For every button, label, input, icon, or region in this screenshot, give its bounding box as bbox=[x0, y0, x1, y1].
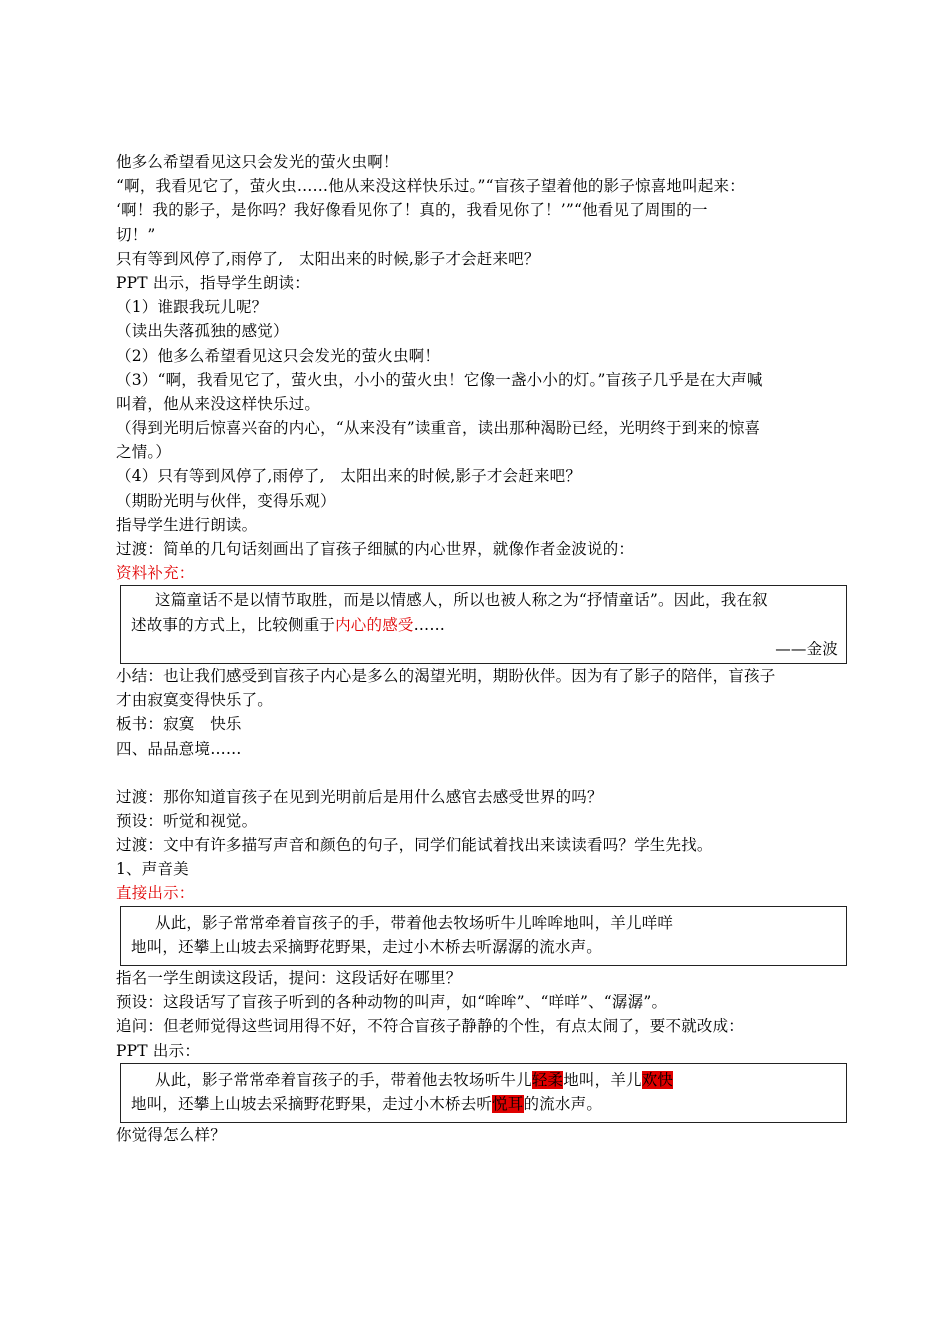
text-line: PPT 出示，指导学生朗读： bbox=[116, 273, 310, 292]
passage-text: 地叫，羊儿 bbox=[563, 1070, 642, 1089]
text-line: 你觉得怎么样？ bbox=[116, 1126, 226, 1145]
quote-line bbox=[121, 613, 846, 637]
passage-line bbox=[121, 1068, 846, 1092]
text-line: （读出失落孤独的感觉） bbox=[116, 322, 289, 341]
quote-text: 述故事的方式上，比较侧重于 bbox=[131, 615, 336, 634]
direct-show-label: 直接出示： bbox=[116, 884, 195, 903]
text-line: （1）谁跟我玩儿呢？ bbox=[116, 298, 268, 317]
revised-passage-box bbox=[120, 1063, 847, 1123]
quote-line: 这篇童话不是以情节取胜，而是以情感人，所以也被人称之为“抒情童话”。因此，我在叙 bbox=[155, 591, 768, 610]
text-line: （得到光明后惊喜兴奋的内心，“从来没有”读重音，读出那种渴盼已经，光明终于到来的惊喜 bbox=[116, 419, 761, 438]
quote-text: …… bbox=[413, 615, 446, 634]
highlighted-word: 悦耳 bbox=[492, 1094, 524, 1113]
text-line: 板书：寂寞 快乐 bbox=[116, 715, 242, 734]
passage-line bbox=[121, 1092, 846, 1116]
section-heading: 四、品品意境…… bbox=[116, 739, 242, 758]
passage-line: 从此，影子常常牵着盲孩子的手，带着他去牧场听牛儿哞哞地叫，羊儿咩咩 bbox=[155, 913, 674, 932]
passage-line: 地叫，还攀上山坡去采摘野花野果，走过小木桥去听潺潺的流水声。 bbox=[131, 937, 603, 956]
text-line: 才由寂寞变得快乐了。 bbox=[116, 691, 274, 710]
text-line: 过渡：简单的几句话刻画出了盲孩子细腻的内心世界，就像作者金波说的： bbox=[116, 540, 635, 558]
text-line: 叫着，他从来没这样快乐过。 bbox=[116, 394, 321, 413]
text-line: “啊，我看见它了，萤火虫……他从来没这样快乐过。”“盲孩子望着他的影子惊喜地叫起来： bbox=[116, 177, 745, 196]
quote-author: ——金波 bbox=[775, 639, 838, 658]
text-line: 预设：听觉和视觉。 bbox=[116, 811, 258, 830]
passage-box bbox=[120, 906, 847, 966]
highlighted-word: 轻柔 bbox=[531, 1070, 564, 1089]
text-line: 追问：但老师觉得这些词用得不好，不符合盲孩子静静的个性，有点太闹了，要不就改成： bbox=[116, 1017, 745, 1036]
text-line: （期盼光明与伙伴，变得乐观） bbox=[116, 491, 336, 510]
passage-text: 地叫，还攀上山坡去采摘野花野果，走过小木桥去听 bbox=[131, 1094, 493, 1113]
highlighted-word: 欢快 bbox=[641, 1070, 674, 1089]
subsection-heading: 1、声音美 bbox=[116, 860, 189, 879]
document-body bbox=[116, 150, 851, 1147]
text-line: （2）他多么希望看见这只会发光的萤火虫啊！ bbox=[116, 346, 441, 365]
text-line: 预设：这段话写了盲孩子听到的各种动物的叫声，如“哞哞”、“咩咩”、“潺潺”。 bbox=[116, 993, 668, 1012]
text-line: 之情。） bbox=[116, 443, 172, 462]
text-line: 过渡：那你知道盲孩子在见到光明前后是用什么感官去感受世界的吗？ bbox=[116, 787, 603, 806]
quote-emphasis: 内心的感受 bbox=[335, 615, 414, 634]
text-line: （4）只有等到风停了,雨停了, 太阳出来的时候,影子才会赶来吧？ bbox=[116, 467, 582, 486]
text-line: 过渡：文中有许多描写声音和颜色的句子，同学们能试着找出来读读看吗？学生先找。 bbox=[116, 836, 713, 855]
text-line: PPT 出示： bbox=[116, 1041, 201, 1060]
text-line: 他多么希望看见这只会发光的萤火虫啊！ bbox=[116, 153, 399, 171]
blank-line bbox=[116, 761, 851, 785]
supplement-label: 资料补充： bbox=[116, 564, 195, 583]
text-line: ‘啊！我的影子，是你吗？我好像看见你了！真的，我看见你了！’”“他看见了周围的一 bbox=[116, 201, 708, 220]
text-line: 指导学生进行朗读。 bbox=[116, 515, 258, 534]
text-line: 只有等到风停了,雨停了, 太阳出来的时候,影子才会赶来吧？ bbox=[116, 249, 540, 268]
text-line: 切！” bbox=[116, 225, 156, 244]
passage-text: 从此，影子常常牵着盲孩子的手，带着他去牧场听牛儿 bbox=[155, 1070, 532, 1089]
quote-box bbox=[120, 585, 847, 664]
text-line: 指名一学生朗读这段话，提问：这段话好在哪里？ bbox=[116, 969, 462, 987]
text-line: 小结：也让我们感受到盲孩子内心是多么的渴望光明，期盼伙伴。因为有了影子的陪伴，盲孩子 bbox=[116, 666, 776, 685]
passage-text: 的流水声。 bbox=[523, 1094, 603, 1113]
text-line: （3）“啊，我看见它了，萤火虫，小小的萤火虫！它像一盏小小的灯。”盲孩子几乎是在大声喊 bbox=[116, 370, 763, 389]
